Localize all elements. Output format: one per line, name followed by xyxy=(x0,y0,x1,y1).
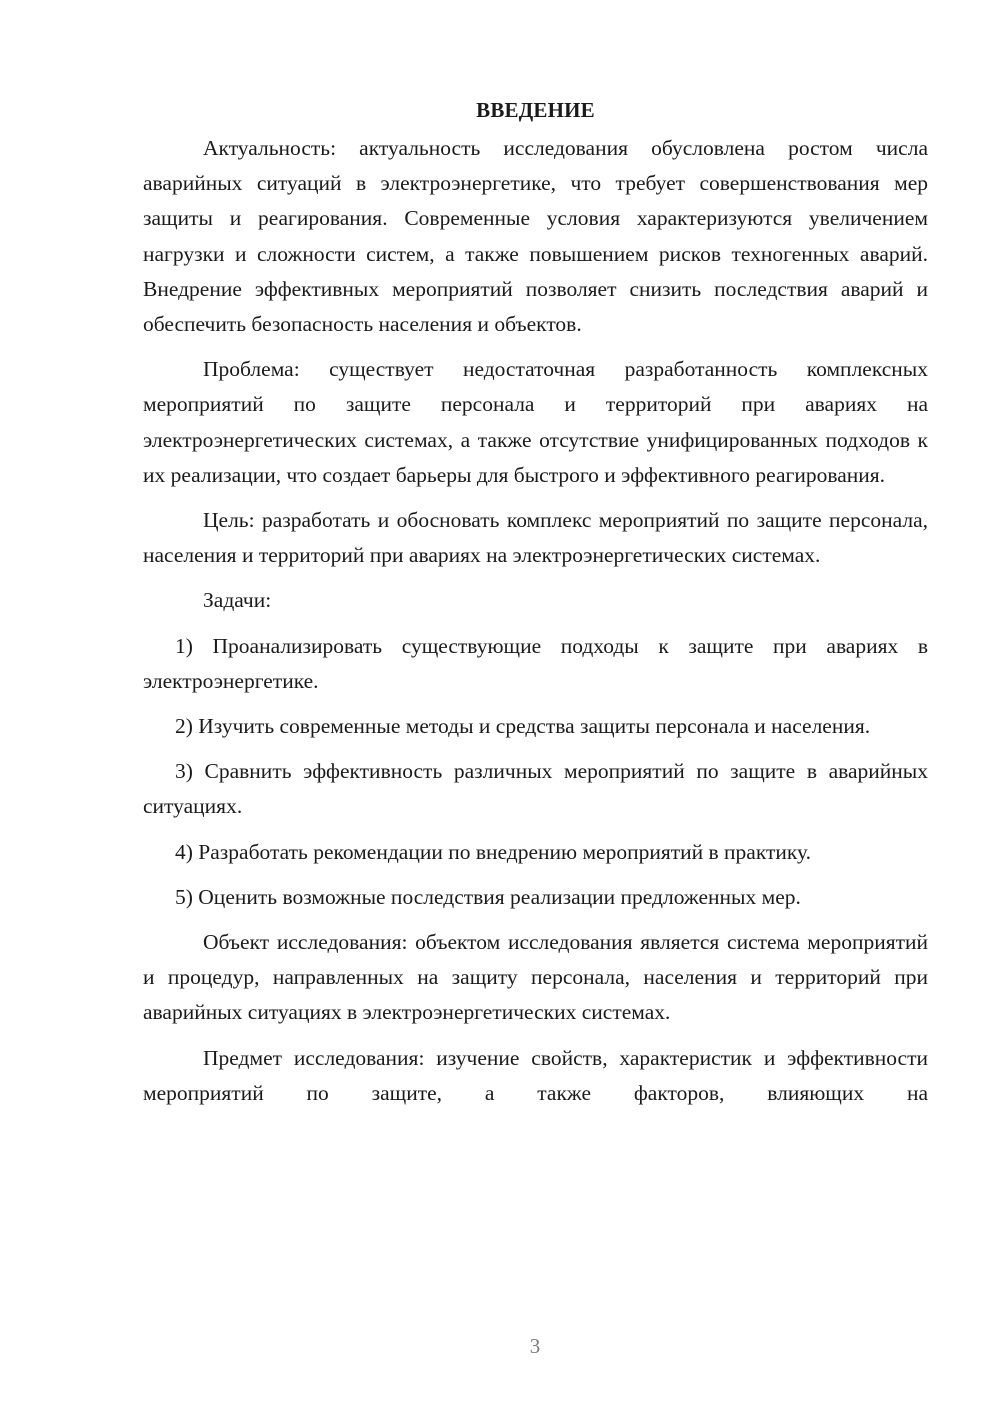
task-item: 4) Разработать рекомендации по внедрению мероприятий в практику. xyxy=(175,839,812,864)
problem-paragraph: Проблема: существует недостаточная разработанность комплексных мероприятий по защите персонала и территорий при авариях на электроэнергетических системах, а также отсутствие унифицированных подходов к их реализации, что создает барьеры для быстрого и эффективного реагирования. xyxy=(143,357,928,487)
task-item: 2) Изучить современные методы и средства защиты персонала и населения. xyxy=(175,714,871,739)
task-item: 1) Проанализировать существующие подходы к защите при авариях в электроэнергетике. xyxy=(143,633,928,693)
task-item: 3) Сравнить эффективность различных мероприятий по защите в аварийных ситуациях. xyxy=(143,759,928,819)
section-title: ВВЕДЕНИЕ xyxy=(476,98,595,122)
page-number: 3 xyxy=(529,1334,541,1358)
task-item: 5) Оценить возможные последствия реализации предложенных мер. xyxy=(175,884,801,909)
relevance-paragraph: Актуальность: актуальность исследования обусловлена ростом числа аварийных ситуаций в электроэнергетике, что требует совершенствования мер защиты и реагирования. Современные условия характеризуются увеличением нагрузки и сложности систем, а также повышением рисков техногенных аварий. Внедрение эффективных мероприятий позволяет снизить последствия аварий и обеспечить безопасность населения и объектов. xyxy=(143,136,928,337)
tasks-label: Задачи: xyxy=(203,588,272,613)
object-paragraph: Объект исследования: объектом исследования является система мероприятий и процедур, направленных на защиту персонала, населения и территорий при аварийных ситуациях в электроэнергетических системах. xyxy=(143,930,928,1025)
document-page xyxy=(143,95,928,1111)
goal-paragraph: Цель: разработать и обосновать комплекс мероприятий по защите персонала, населения и территорий при авариях на электроэнергетических системах. xyxy=(143,508,928,568)
subject-paragraph: Предмет исследования: изучение свойств, характеристик и эффективности мероприятий по защите, а также факторов, влияющих на xyxy=(143,1045,928,1105)
